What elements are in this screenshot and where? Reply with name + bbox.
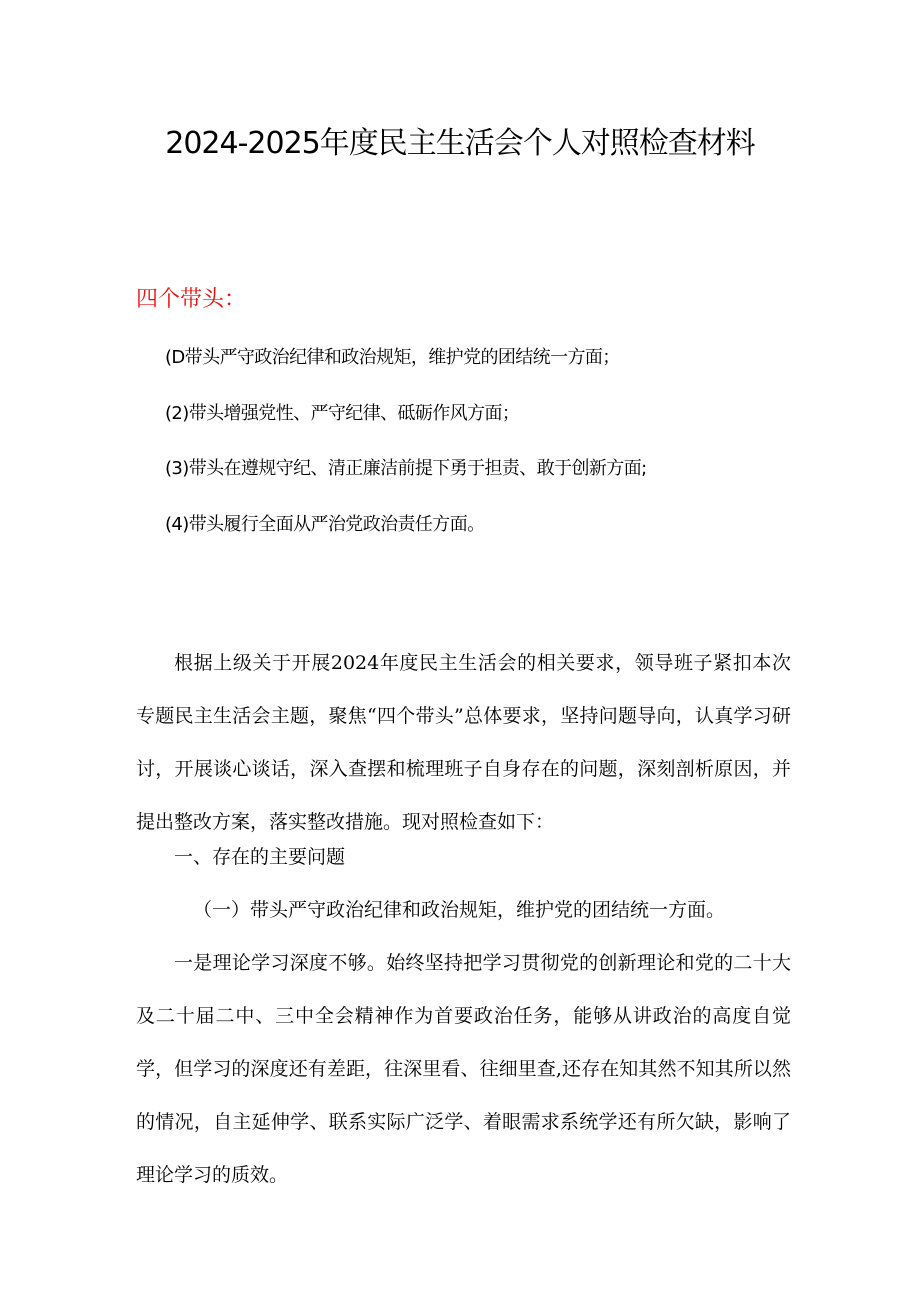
four-leads-list [165, 344, 647, 566]
section-heading-four-leads: 四个带头： [136, 287, 247, 312]
list-item: (2)带头增强党性、严守纪律、砥砺作风方面； [165, 402, 520, 424]
intro-paragraph: 根据上级关于开展2024年度民主生活会的相关要求，领导班子紧扣本次专题民主生活会主题，聚焦“四个带头”总体要求，坚持问题导向，认真学习研讨，开展谈心谈话，深入查摆和梳理班子自身存在的问题，深刻剖析原因，并提出整改方案，落实整改措施。现对照检查如下： [136, 652, 791, 833]
point-paragraph: 一是理论学习深度不够。始终坚持把学习贯彻党的创新理论和党的二十大及二十届二中、三中全会精神作为首要政治任务，能够从讲政治的高度自觉学，但学习的深度还有差距，往深里看、往细里查,还存在知其然不知其所以然的情况，自主延伸学、联系实际广泛学、着眼需求系统学还有所欠缺，影响了理论学习的质效。 [136, 952, 791, 1186]
sub-heading: （一）带头严守政治纪律和政治规矩，维护党的团结统一方面。 [193, 899, 726, 921]
part-heading: 一、存在的主要问题 [174, 846, 346, 868]
list-item: (3)带头在遵规守纪、清正廉洁前提下勇于担责、敢于创新方面; [165, 458, 647, 479]
list-item: (4)带头履行全面从严治党政治责任方面。 [165, 513, 485, 535]
list-item: (D带头严守政治纪律和政治规矩，维护党的团结统一方面； [165, 347, 620, 368]
document-title: 2024-2025年度民主生活会个人对照检查材料 [165, 126, 755, 161]
